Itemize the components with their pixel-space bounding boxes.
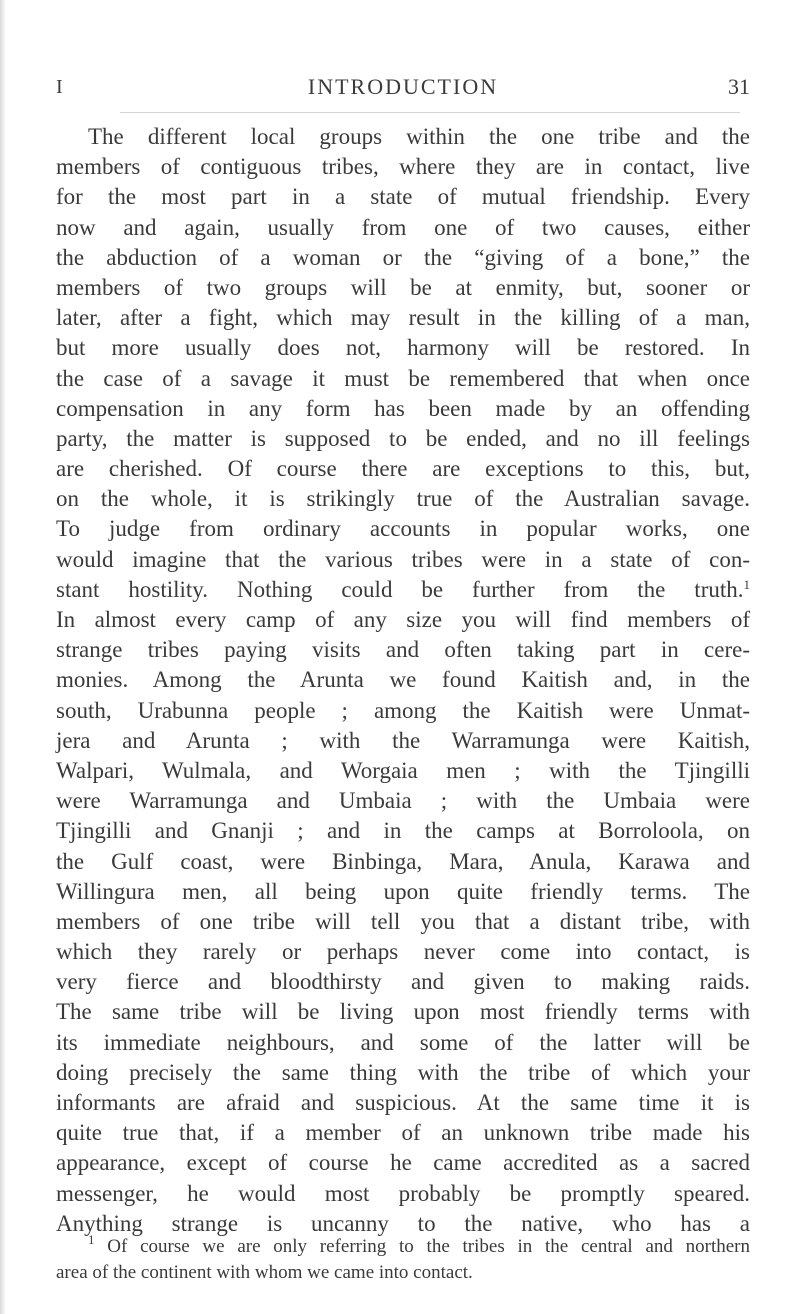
- text-line: now and again, usually from one of two causes, either: [56, 214, 750, 240]
- text-line: Tjingilli and Gnanji ; and in the camps at Borroloola, on: [56, 818, 750, 844]
- text-line-with-footnote: [56, 575, 750, 605]
- text-line: appearance, except of course he came accredited as a sacred: [56, 1150, 750, 1176]
- text-line: the case of a savage it must be remembered that when once: [56, 365, 750, 391]
- footnote-text: Of course we are only referring to the tribes in the central and northern: [107, 1236, 750, 1257]
- running-header: [56, 74, 750, 104]
- text-line: were Warramunga and Umbaia ; with the Umbaia were: [56, 788, 750, 814]
- text-line: later, after a fight, which may result in the killing of a man,: [56, 305, 750, 331]
- text-line: messenger, he would most probably be promptly speared.: [56, 1180, 750, 1206]
- footnote-reference[interactable]: 1: [743, 576, 750, 592]
- text-line: members of one tribe will tell you that a distant tribe, with: [56, 908, 750, 934]
- text-line: Willingura men, all being upon quite friendly terms. The: [56, 878, 750, 904]
- text-line: for the most part in a state of mutual friendship. Every: [56, 184, 750, 210]
- footnote-text: area of the continent with whom we came into contact.: [56, 1262, 473, 1283]
- text-line: The different local groups within the one tribe and the: [88, 124, 750, 149]
- text-line: south, Urabunna people ; among the Kaitish were Unmat-: [56, 697, 750, 723]
- chapter-number: I: [56, 76, 64, 98]
- text-line: jera and Arunta ; with the Warramunga were Kaitish,: [56, 727, 750, 753]
- text-line: The same tribe will be living upon most friendly terms with: [56, 999, 750, 1025]
- text-line: To judge from ordinary accounts in popular works, one: [56, 516, 750, 542]
- body-paragraph: [56, 122, 750, 1239]
- footnote-marker: 1: [88, 1232, 95, 1247]
- text-line: which they rarely or perhaps never come into contact, is: [56, 939, 750, 965]
- footnote-line-with-marker: [56, 1234, 750, 1260]
- text-line: doing precisely the same thing with the tribe of which your: [56, 1059, 750, 1085]
- header-rule: [120, 112, 740, 113]
- text-line: are cherished. Of course there are exceptions to this, but,: [56, 456, 750, 482]
- running-title: INTRODUCTION: [307, 74, 499, 99]
- text-line: In almost every camp of any size you will find members of: [56, 607, 750, 632]
- text-line: but more usually does not, harmony will be restored. In: [56, 335, 750, 361]
- text-line: on the whole, it is strikingly true of the Australian savage.: [56, 486, 750, 512]
- page-edge-shadow: [0, 0, 6, 1314]
- text-line: informants are afraid and suspicious. At the same time it is: [56, 1090, 750, 1115]
- text-line: Anything strange is uncanny to the native, who has a: [56, 1210, 750, 1236]
- text-line: Walpari, Wulmala, and Worgaia men ; with the Tjingilli: [56, 757, 750, 783]
- text-line: the abduction of a woman or the “giving of a bone,” the: [56, 244, 750, 270]
- text-line: the Gulf coast, were Binbinga, Mara, Anula, Karawa and: [56, 848, 750, 874]
- footnote: [56, 1234, 750, 1286]
- text-line: would imagine that the various tribes were in a state of con-: [56, 546, 750, 572]
- text-line: stant hostility. Nothing could be further from the truth.: [56, 576, 744, 602]
- text-line: very fierce and bloodthirsty and given to making raids.: [56, 969, 750, 995]
- text-line: members of contiguous tribes, where they are in contact, live: [56, 154, 750, 180]
- text-line: party, the matter is supposed to be ended, and no ill feelings: [56, 425, 750, 451]
- text-line: strange tribes paying visits and often taking part in cere-: [56, 637, 750, 663]
- text-line: monies. Among the Arunta we found Kaitish and, in the: [56, 667, 750, 693]
- page-number: 31: [728, 74, 750, 99]
- text-line: compensation in any form has been made by an offending: [56, 395, 750, 421]
- text-line: members of two groups will be at enmity, but, sooner or: [56, 274, 750, 300]
- text-line: its immediate neighbours, and some of the latter will be: [56, 1029, 750, 1055]
- text-line: quite true that, if a member of an unknown tribe made his: [56, 1120, 750, 1146]
